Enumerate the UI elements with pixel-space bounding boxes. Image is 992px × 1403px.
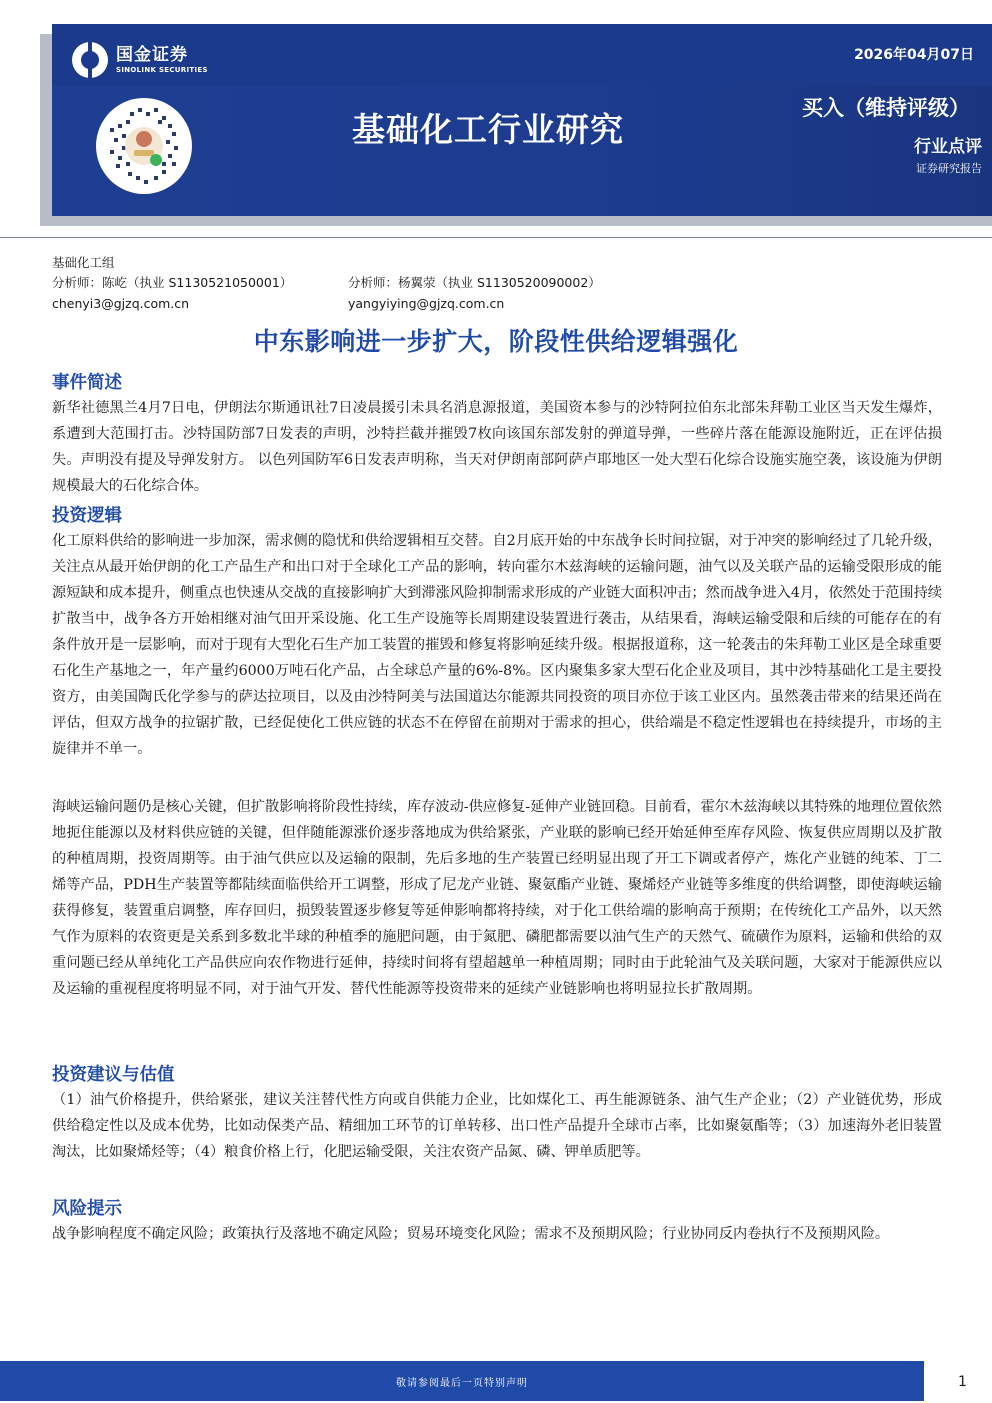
section-event-paragraph: 新华社德黑兰4月7日电，伊朗法尔斯通讯社7日凌晨援引未具名消息源报道，美国资本参与的沙特阿拉伯东北部朱拜勒工业区当天发生爆炸，系遭到大范围打击。沙特国防部7日发表的声明，沙特拦截并摧毁7枚向该国东部发射的弹道导弹，一些碎片落在能源设施附近，正在评估损失。声明没有提及导弹发射方。 以色列国防军6日发表声明称，当天对伊朗南部阿萨卢耶地区一处大型石化综合设施实施空袭，该设施为伊朗规模最大的石化综合体。 xyxy=(52,400,942,494)
rating-badge: 买入（维持评级） xyxy=(802,96,970,120)
section-heading-event: 事件简述 xyxy=(52,373,122,393)
analyst-1 xyxy=(52,272,292,314)
analyst-2-email[interactable]: yangyiying@gjzq.com.cn xyxy=(348,296,505,311)
analyst-1-email[interactable]: chenyi3@gjzq.com.cn xyxy=(52,296,190,311)
report-date: 2026年04月07日 xyxy=(854,47,974,63)
logo-icon xyxy=(72,42,108,78)
report-title: 基础化工行业研究 xyxy=(352,110,624,149)
section-advice-paragraph: （1）油气价格提升，供给紧张，建议关注替代性方向或自供能力企业，比如煤化工、再生能源链条、油气生产企业；（2）产业链优势，形成供给稳定性以及成本优势，比如动保类产品、精细加工环节的订单转移、出口性产品提升全球市占率，比如聚氨酯等；（3）加速海外老旧装置淘汰，比如聚烯烃等；（4）粮食价格上行，化肥运输受限，关注农资产品氮、磷、钾单质肥等。 xyxy=(52,1092,942,1160)
team-name: 基础化工组 xyxy=(52,255,115,270)
analyst-2-info: 分析师：杨翼荥（执业 S1130520090002） xyxy=(348,275,601,290)
logo-name-en: SINOLINK SECURITIES xyxy=(116,66,208,74)
section-heading-logic: 投资逻辑 xyxy=(52,506,122,526)
qr-code-graphic xyxy=(96,98,192,194)
analyst-2 xyxy=(348,272,601,314)
report-header xyxy=(52,24,992,216)
report-type: 行业点评 xyxy=(914,137,982,157)
qr-code-icon xyxy=(96,98,192,194)
section-logic-paragraph-2: 海峡运输问题仍是核心关键，但扩散影响将阶段性持续，库存波动-供应修复-延伸产业链回稳。目前看，霍尔木兹海峡以其特殊的地理位置依然地扼住能源以及材料供应链的关键，但伴随能源涨价逐步落地成为供给紧张，产业联的影响已经开始延伸至库存风险、恢复供应周期以及扩散的种植周期，投资周期等。由于油气供应以及运输的限制，先后多地的生产装置已经明显出现了开工下调或者停产，炼化产业链的纯苯、丁二烯等产品，PDH生产装置等都陆续面临供给开工调整，形成了尼龙产业链、聚氨酯产业链、聚烯烃产业链等多维度的供给调整，即使海峡运输获得修复，装置重启调整，库存回归，损毁装置逐步修复等延伸影响都将持续，对于化工供给端的影响高于预期；在传统化工产品外，以天然气作为原料的农资更是关系到多数北半球的种植季的施肥问题，由于氮肥、磷肥都需要以油气生产的天然气、硫磺作为原料，运输和供给的双重问题已经从单纯化工产品供应向农作物进行延伸，持续时间将有望超越单一种植周期；同时由于此轮油气及关联问题，大家对于能源供应以及运输的重视程度将明显不同，对于油气开发、替代性能源等投资带来的延续产业链影响也将明显拉长扩散周期。 xyxy=(52,799,942,997)
page-number: 1 xyxy=(958,1374,967,1390)
analyst-1-info: 分析师：陈屹（执业 S1130521050001） xyxy=(52,275,293,290)
brand-logo xyxy=(72,42,208,78)
logo-name-cn: 国金证券 xyxy=(116,45,188,65)
article-headline: 中东影响进一步扩大，阶段性供给逻辑强化 xyxy=(253,327,739,356)
section-risk-paragraph: 战争影响程度不确定风险；政策执行及落地不确定风险；贸易环境变化风险；需求不及预期风险；行业协同反内卷执行不及预期风险。 xyxy=(52,1226,890,1242)
report-category: 证券研究报告 xyxy=(916,162,982,175)
header-divider xyxy=(0,237,992,238)
footer-notice: 敬请参阅最后一页特别声明 xyxy=(396,1378,528,1389)
section-logic-paragraph-1: 化工原料供给的影响进一步加深，需求侧的隐忧和供给逻辑相互交替。自2月底开始的中东战争长时间拉锯，对于冲突的影响经过了几轮升级，关注点从最开始伊朗的化工产品生产和出口对于全球化工产品的影响，转向霍尔木兹海峡的运输问题，油气以及关联产品的运输受限形成的能源短缺和成本提升，侧重点也快速从交战的直接影响扩大到滞涨风险抑制需求形成的产业链大面积冲击；然而战争进入4月，依然处于范围持续扩散当中，战争各方开始相继对油气田开采设施、化工生产设施等长周期建设装置进行袭击，从结果看，海峡运输受限和后续的可能存在的有条件放开是一层影响，而对于现有大型化石生产加工装置的摧毁和修复将影响延续升级。根据报道称，这一轮袭击的朱拜勒工业区是全球重要石化生产基地之一，年产量约6000万吨石化产品，占全球总产量的6%-8%。区内聚集多家大型石化企业及项目，其中沙特基础化工是主要投资方，由美国陶氏化学参与的萨达拉项目，以及由沙特阿美与法国道达尔能源共同投资的项目亦位于该工业区内。虽然袭击带来的结果还尚在评估，但双方战争的拉锯扩散，已经促使化工供应链的状态不在停留在前期对于需求的担心，供给端是不稳定性逻辑也在持续提升，市场的主旋律并不单一。 xyxy=(52,533,942,757)
section-heading-risk: 风险提示 xyxy=(52,1199,122,1219)
section-heading-advice: 投资建议与估值 xyxy=(52,1065,175,1085)
